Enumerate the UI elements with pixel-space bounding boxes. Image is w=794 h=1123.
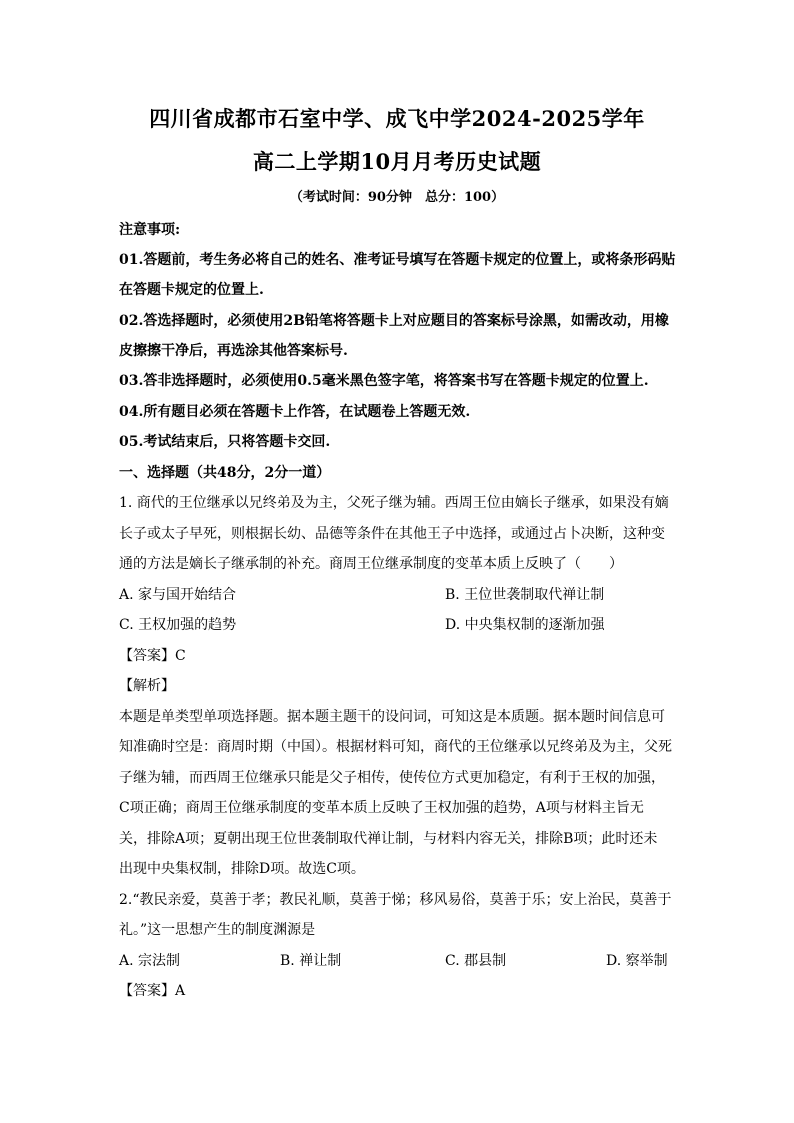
question-1-stem: 通的方法是嫡长子继承制的补充。商周王位继承制度的变革本质上反映了（ ） [119, 556, 623, 572]
question-1-stem: 长子或太子早死，则根据长幼、品德等条件在其他王子中选择，或通过占卜决断，这种变 [119, 526, 665, 542]
note-item: 在答题卡规定的位置上. [119, 282, 264, 298]
question-1-analysis-line: 本题是单类型单项选择题。据本题主题干的设问词，可知这是本质题。据本题时间信息可 [119, 709, 665, 725]
question-1-answer: 【答案】C [119, 648, 186, 664]
question-2-stem: 礼。”这一思想产生的制度渊源是 [119, 922, 316, 938]
note-item: 05.考试结束后，只将答题卡交回. [119, 434, 331, 450]
question-2-option-c: C. 郡县制 [445, 953, 507, 969]
title-line-1: 四川省成都市石室中学、成飞中学2024-2025学年 [149, 106, 645, 131]
question-1-option-a: A. 家与国开始结合 [119, 587, 237, 603]
notes-heading: 注意事项: [119, 222, 181, 238]
question-1-analysis-line: C项正确；商周王位继承制度的变革本质上反映了王权加强的趋势，A项与材料主旨无 [119, 800, 644, 816]
title-line-2: 高二上学期10月月考历史试题 [252, 149, 542, 174]
question-2-option-d: D. 察举制 [606, 953, 668, 969]
question-2-stem: 2.“教民亲爱，莫善于孝；教民礼顺，莫善于悌；移风易俗，莫善于乐；安上治民，莫善于 [119, 892, 672, 908]
question-1-option-c: C. 王权加强的趋势 [119, 617, 237, 633]
question-1-analysis-line: 知准确时空是：商周时期（中国）。根据材料可知，商代的王位继承以兄终弟及为主，父死 [119, 739, 672, 755]
question-1-option-b: B. 王位世袭制取代禅让制 [445, 587, 605, 603]
note-item: 皮擦擦干净后，再选涂其他答案标号. [119, 343, 348, 359]
question-1-analysis-line: 关，排除A项；夏朝出现王位世袭制取代禅让制，与材料内容无关，排除B项；此时还未 [119, 831, 658, 847]
section-heading: 一、选择题（共48分，2分一道） [119, 465, 331, 481]
question-2-option-b: B. 禅让制 [280, 953, 342, 969]
note-item: 02.答选择题时，必须使用2B铅笔将答题卡上对应题目的答案标号涂黑，如需改动，用橡 [119, 313, 669, 329]
question-1-analysis-line: 子继为辅，而西周王位继承只能是父子相传，使传位方式更加稳定，有利于王权的加强， [119, 770, 665, 786]
question-1-option-d: D. 中央集权制的逐渐加强 [445, 617, 605, 633]
question-1-stem: 1. 商代的王位继承以兄终弟及为主，父死子继为辅。西周王位由嫡长子继承，如果没有嫡 [119, 495, 669, 511]
question-1-analysis-heading: 【解析】 [119, 678, 175, 694]
note-item: 04.所有题目必须在答题卡上作答，在试题卷上答题无效. [119, 404, 471, 420]
question-2-answer: 【答案】A [119, 983, 186, 999]
question-2-option-a: A. 宗法制 [119, 953, 181, 969]
exam-info: （考试时间：90分钟 总分：100） [289, 190, 505, 205]
question-1-analysis-line: 出现中央集权制，排除D项。故选C项。 [119, 861, 365, 877]
note-item: 03.答非选择题时，必须使用0.5毫米黑色签字笔，将答案书写在答题卡规定的位置上. [119, 373, 649, 389]
note-item: 01.答题前，考生务必将自己的姓名、准考证号填写在答题卡规定的位置上，或将条形码贴 [119, 252, 676, 268]
